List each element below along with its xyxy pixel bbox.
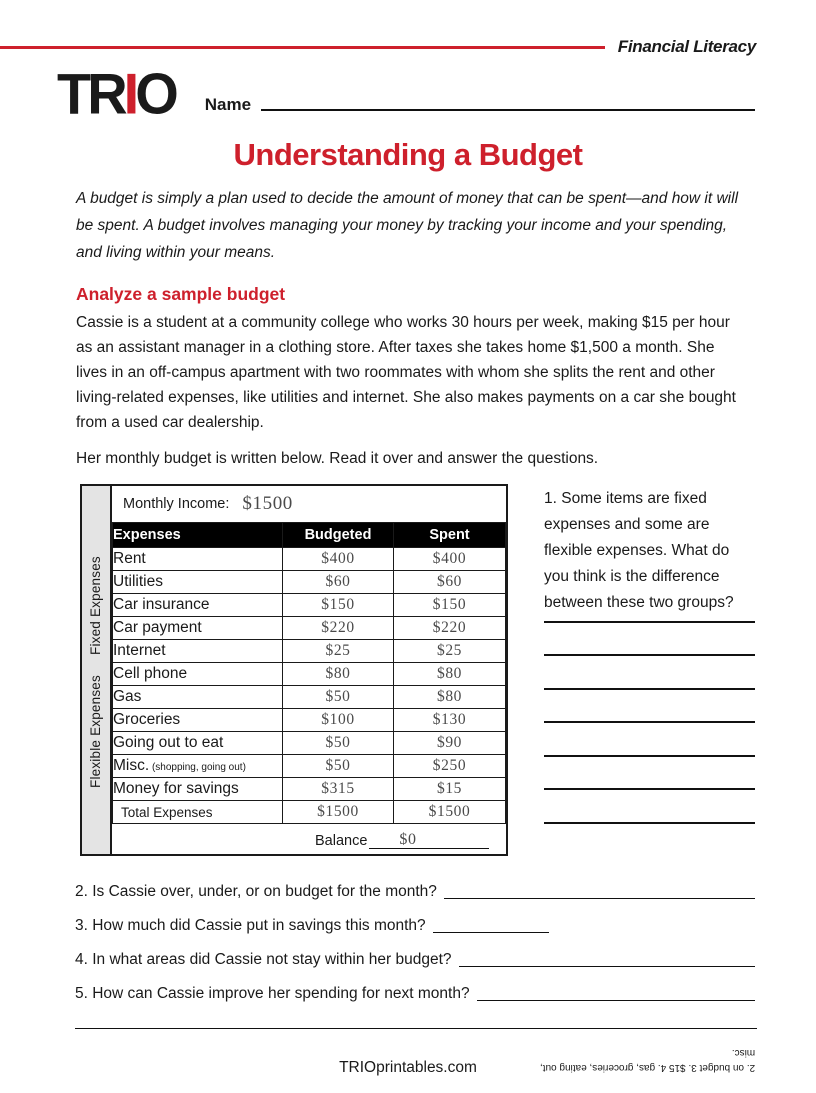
monthly-income-value: $1500 bbox=[242, 493, 293, 515]
budgeted-value: $80 bbox=[325, 665, 351, 683]
budgeted-value: $100 bbox=[321, 711, 355, 729]
answer-line bbox=[544, 790, 755, 824]
question-3 bbox=[75, 917, 755, 935]
table-row bbox=[113, 617, 506, 640]
question-4-text: 4. In what areas did Cassie not stay within her budget? bbox=[75, 951, 452, 969]
budgeted-value: $50 bbox=[325, 734, 351, 752]
questions-block bbox=[75, 883, 755, 1003]
expense-label: Car payment bbox=[113, 617, 283, 640]
expense-label: Car insurance bbox=[113, 594, 283, 617]
flexible-expenses-label: Flexible Expenses bbox=[88, 675, 103, 789]
expense-label: Cell phone bbox=[113, 663, 283, 686]
table-row bbox=[113, 778, 506, 801]
budgeted-value: $50 bbox=[325, 688, 351, 706]
question-5-text: 5. How can Cassie improve her spending for next month? bbox=[75, 985, 470, 1003]
question-2 bbox=[75, 883, 755, 901]
budget-table-main bbox=[112, 486, 506, 854]
spent-value: $80 bbox=[436, 688, 463, 706]
expense-label: Utilities bbox=[113, 571, 283, 594]
question-1-column bbox=[544, 486, 755, 856]
question-4-answer-line bbox=[459, 966, 755, 967]
logo-part-o: O bbox=[135, 61, 175, 126]
table-row bbox=[113, 732, 506, 755]
question-2-text: 2. Is Cassie over, under, or on budget for the month? bbox=[75, 883, 437, 901]
spent-value: $400 bbox=[432, 550, 467, 568]
section-heading: Analyze a sample budget bbox=[76, 283, 286, 304]
budgeted-value: $400 bbox=[321, 550, 355, 568]
answer-line bbox=[544, 757, 755, 791]
total-budgeted-value: $1500 bbox=[317, 803, 359, 821]
balance-label: Balance bbox=[315, 833, 368, 850]
question-1: 1. Some items are fixed expenses and some are flexible expenses. What do you think is the difference between these two groups? bbox=[544, 490, 734, 612]
spent-value: $80 bbox=[436, 665, 463, 683]
expense-label: Going out to eat bbox=[113, 732, 283, 755]
monthly-income-label: Monthly Income: bbox=[123, 496, 230, 513]
logo-part-tr: TR bbox=[57, 61, 124, 126]
expense-label: Internet bbox=[113, 640, 283, 663]
table-row bbox=[113, 548, 506, 571]
footer bbox=[0, 1047, 816, 1077]
spent-value: $220 bbox=[432, 619, 467, 637]
main-content bbox=[80, 484, 755, 856]
expense-label: Gas bbox=[113, 686, 283, 709]
expense-rows bbox=[113, 548, 506, 801]
spent-value: $15 bbox=[436, 780, 463, 798]
budgeted-value: $315 bbox=[321, 780, 355, 798]
intro-paragraph: A budget is simply a plan used to decide the amount of money that can be spent—and how it will be spent. A budget involves managing your money by tracking your income and your spending, and living within your means. bbox=[76, 189, 739, 261]
balance-value: $0 bbox=[399, 831, 417, 849]
answer-key-line1: 2. on budget 3. $15 4. gas, groceries, eating out, bbox=[539, 1062, 755, 1074]
balance-row bbox=[112, 824, 506, 854]
instruction-paragraph: Her monthly budget is written below. Read it over and answer the questions. bbox=[76, 450, 599, 468]
balance-blank-line bbox=[369, 831, 489, 849]
expenses-table bbox=[112, 522, 506, 824]
question-2-answer-line bbox=[444, 898, 755, 899]
table-row bbox=[113, 640, 506, 663]
footer-rule bbox=[75, 1028, 757, 1029]
question-3-text: 3. How much did Cassie put in savings this month? bbox=[75, 917, 426, 935]
answer-line bbox=[544, 656, 755, 690]
spent-value: $25 bbox=[436, 642, 463, 660]
col-header-budgeted: Budgeted bbox=[283, 523, 394, 548]
page bbox=[0, 37, 816, 1077]
budgeted-value: $25 bbox=[325, 642, 351, 660]
col-header-spent: Spent bbox=[394, 523, 506, 548]
trio-logo bbox=[57, 61, 175, 126]
answer-line bbox=[544, 690, 755, 724]
answer-line bbox=[544, 723, 755, 757]
monthly-income-row bbox=[112, 486, 506, 522]
table-row bbox=[113, 571, 506, 594]
spent-value: $90 bbox=[436, 734, 463, 752]
budget-table bbox=[80, 484, 508, 856]
table-row bbox=[113, 709, 506, 732]
expense-note: (shopping, going out) bbox=[149, 762, 246, 774]
q1-answer-lines bbox=[544, 617, 755, 824]
spent-value: $130 bbox=[432, 711, 467, 729]
col-header-expenses: Expenses bbox=[113, 523, 283, 548]
budgeted-value: $60 bbox=[325, 573, 351, 591]
total-spent-value: $1500 bbox=[428, 803, 471, 821]
question-5-answer-line bbox=[477, 1000, 755, 1001]
table-row bbox=[113, 663, 506, 686]
total-expenses-row bbox=[113, 801, 506, 824]
category-label: Financial Literacy bbox=[617, 37, 756, 56]
question-5 bbox=[75, 985, 755, 1003]
spent-value: $250 bbox=[432, 757, 467, 775]
spent-value: $150 bbox=[432, 596, 467, 614]
table-row bbox=[113, 686, 506, 709]
name-blank-line bbox=[261, 109, 755, 111]
expense-label: Misc. (shopping, going out) bbox=[113, 755, 283, 778]
table-row bbox=[113, 594, 506, 617]
expense-group-sidebar bbox=[82, 486, 112, 854]
budgeted-value: $220 bbox=[321, 619, 355, 637]
expense-label: Rent bbox=[113, 548, 283, 571]
page-title: Understanding a Budget bbox=[233, 136, 583, 172]
answer-key-upside-down bbox=[540, 1045, 755, 1074]
total-expenses-label: Total Expenses bbox=[113, 801, 283, 824]
expense-label: Groceries bbox=[113, 709, 283, 732]
logo-row bbox=[57, 61, 755, 126]
expense-label: Money for savings bbox=[113, 778, 283, 801]
logo-part-i: I bbox=[123, 61, 136, 126]
fixed-expenses-label: Fixed Expenses bbox=[88, 556, 103, 656]
question-3-answer-line bbox=[433, 932, 549, 933]
table-header-row bbox=[113, 523, 506, 548]
spent-value: $60 bbox=[436, 573, 463, 591]
answer-key-line2: misc. bbox=[731, 1047, 755, 1059]
budgeted-value: $50 bbox=[325, 757, 351, 775]
question-4 bbox=[75, 951, 755, 969]
header bbox=[0, 37, 756, 57]
name-label: Name bbox=[204, 94, 252, 114]
site-name: TRIOprintables.com bbox=[339, 1059, 477, 1077]
budgeted-value: $150 bbox=[321, 596, 355, 614]
body-paragraph: Cassie is a student at a community college who works 30 hours per week, making $15 per hour as an assistant manager in a clothing store. After taxes she takes home $1,500 a month. She lives in an off-campus apartment with two roommates with whom she splits the rent and other living-related expenses, like utilities and internet. She also makes payments on a car she bought from a used car dealership. bbox=[76, 313, 736, 432]
header-rule bbox=[0, 46, 605, 49]
table-row bbox=[113, 755, 506, 778]
answer-line bbox=[544, 623, 755, 657]
